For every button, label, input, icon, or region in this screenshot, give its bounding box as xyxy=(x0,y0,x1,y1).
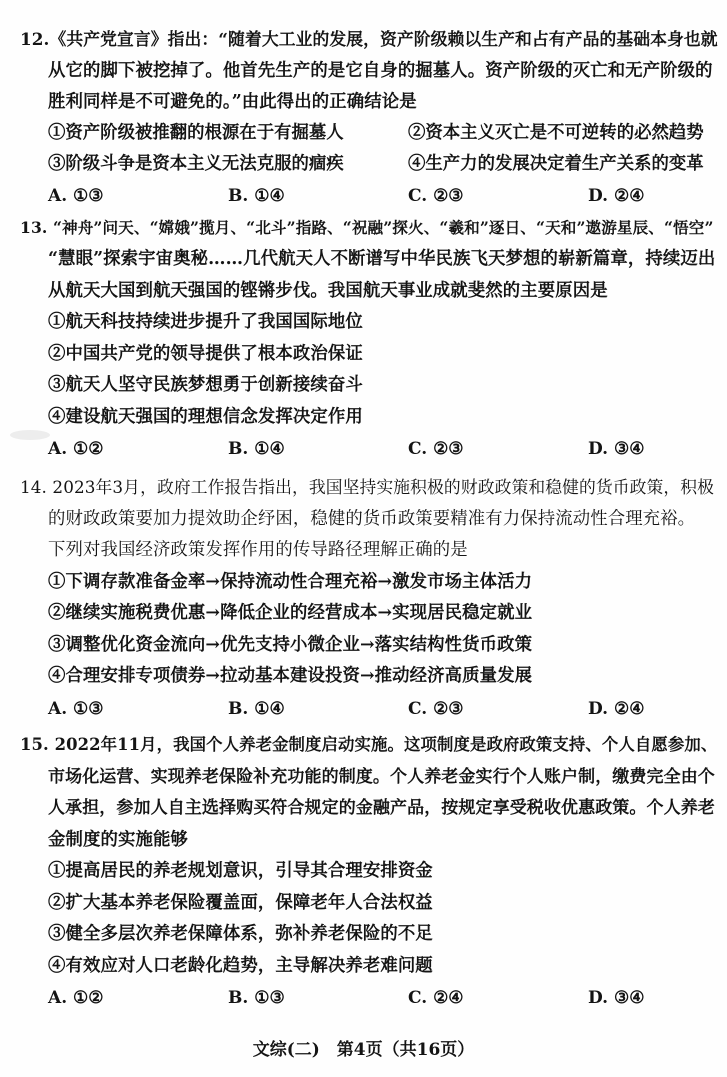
q14-choice-d: D. ②④ xyxy=(588,699,645,719)
q13-line-2: “慧眼”探索宇宙奥秘……几代航天人不断谱写中华民族飞天梦想的崭新篇章，持续迈出 xyxy=(48,249,716,269)
q15-line-1: 15. 2022年11月，我国个人养老金制度启动实施。这项制度是政府政策支持、个人自愿参加、 xyxy=(20,735,718,754)
q14-statement-3: ③调整优化资金流向→优先支持小微企业→落实结构性货币政策 xyxy=(48,635,533,655)
q15-statement-2: ②扩大基本养老保险覆盖面，保障老年人合法权益 xyxy=(48,893,433,913)
q15-choice-b: B. ①③ xyxy=(228,988,285,1008)
q14-statement-4: ④合理安排专项债券→拉动基本建设投资→推动经济高质量发展 xyxy=(48,666,533,686)
q15-line-4: 金制度的实施能够 xyxy=(48,830,188,850)
q12-statements-row-1 xyxy=(48,121,708,145)
q15-statement-1: ①提高居民的养老规划意识，引导其合理安排资金 xyxy=(48,861,433,881)
q12-statement-4: ④生产力的发展决定着生产关系的变革 xyxy=(408,154,704,174)
page-footer: 文综(二) 第4页（共16页） xyxy=(252,1040,475,1060)
q12-statement-3: ③阶级斗争是资本主义无法克服的痼疾 xyxy=(48,154,344,174)
q15-choice-a: A. ①② xyxy=(48,988,104,1008)
q12-choice-d: D. ②④ xyxy=(588,186,645,206)
q12-statement-1: ①资产阶级被推翻的根源在于有掘墓人 xyxy=(48,123,344,143)
q14-choice-b: B. ①④ xyxy=(228,699,285,719)
q15-choice-c: C. ②④ xyxy=(408,988,464,1008)
q13-statement-1: ①航天科技持续进步提升了我国国际地位 xyxy=(48,312,363,332)
q15-statement-3: ③健全多层次养老保障体系，弥补养老保险的不足 xyxy=(48,924,433,944)
q13-choice-c: C. ②③ xyxy=(408,439,464,459)
q15-line-2: 市场化运营、实现养老保险补充功能的制度。个人养老金实行个人账户制，缴费完全由个 xyxy=(48,767,715,787)
q14-line-1: 14. 2023年3月，政府工作报告指出，我国坚持实施积极的财政政策和稳健的货币政策，积极 xyxy=(20,477,715,497)
q12-choice-c: C. ②③ xyxy=(408,186,464,206)
q13-line-1: 13. “神舟”问天、“嫦娥”揽月、“北斗”指路、“祝融”探火、“羲和”逐日、“天和”遨游星辰、“悟空” xyxy=(20,218,714,237)
q12-choices xyxy=(48,184,708,208)
q12-choice-a: A. ①③ xyxy=(48,186,104,206)
q13-statement-4: ④建设航天强国的理想信念发挥决定作用 xyxy=(48,407,363,427)
q14-choice-c: C. ②③ xyxy=(408,699,464,719)
q12-line-1: 12.《共产党宣言》指出：“随着大工业的发展，资产阶级赖以生产和占有产品的基础本身也就 xyxy=(20,29,718,49)
q13-line-3: 从航天大国到航天强国的铿锵步伐。我国航天事业成就斐然的主要原因是 xyxy=(48,281,608,301)
q12-statement-2: ②资本主义灭亡是不可逆转的必然趋势 xyxy=(408,123,704,143)
q13-choice-a: A. ①② xyxy=(48,439,104,459)
q13-choices xyxy=(48,437,708,461)
q14-line-2: 的财政政策要加力提效助企纾困，稳健的货币政策要精准有力保持流动性合理充裕。 xyxy=(48,509,696,529)
q15-statement-4: ④有效应对人口老龄化趋势，主导解决养老难问题 xyxy=(48,956,433,976)
q15-choice-d: D. ③④ xyxy=(588,988,645,1008)
q13-statement-3: ③航天人坚守民族梦想勇于创新接续奋斗 xyxy=(48,375,363,395)
q14-statement-1: ①下调存款准备金率→保持流动性合理充裕→激发市场主体活力 xyxy=(48,572,533,592)
q12-line-3: 胜利同样是不可避免的。”由此得出的正确结论是 xyxy=(48,92,417,112)
q14-choices xyxy=(48,697,708,721)
q12-choice-b: B. ①④ xyxy=(228,186,285,206)
q14-choice-a: A. ①③ xyxy=(48,699,104,719)
q13-choice-b: B. ①④ xyxy=(228,439,285,459)
q13-statement-2: ②中国共产党的领导提供了根本政治保证 xyxy=(48,344,363,364)
scan-smudge xyxy=(10,430,50,440)
q14-line-3: 下列对我国经济政策发挥作用的传导路径理解正确的是 xyxy=(48,540,468,560)
q12-statements-row-2 xyxy=(48,152,708,176)
q14-statement-2: ②继续实施税费优惠→降低企业的经营成本→实现居民稳定就业 xyxy=(48,603,533,623)
q12-line-2: 从它的脚下被挖掉了。他首先生产的是它自身的掘墓人。资产阶级的灭亡和无产阶级的 xyxy=(48,61,713,81)
q15-choices xyxy=(48,986,708,1010)
q15-line-3: 人承担，参加人自主选择购买符合规定的金融产品，按规定享受税收优惠政策。个人养老 xyxy=(48,798,715,818)
q13-choice-d: D. ③④ xyxy=(588,439,645,459)
